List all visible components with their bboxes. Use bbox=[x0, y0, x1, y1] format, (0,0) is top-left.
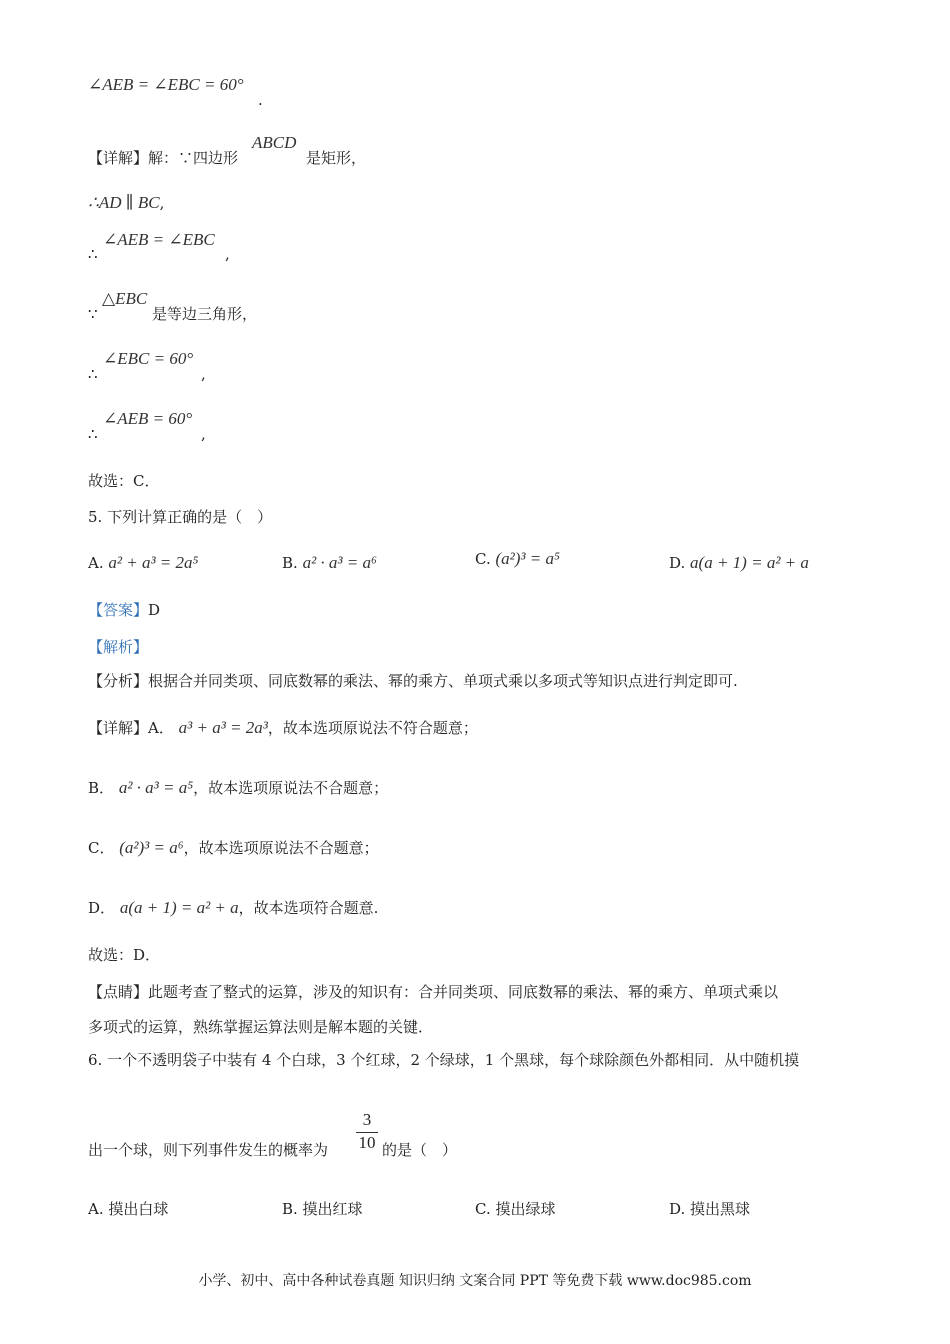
math-expr: (a²)³ = a⁶ bbox=[119, 838, 184, 857]
comment-line-2: 多项式的运算，熟练掌握运算法则是解本题的关键． bbox=[88, 1018, 434, 1036]
equilateral-text: 是等边三角形， bbox=[152, 305, 258, 323]
fraction-denominator: 10 bbox=[358, 1133, 376, 1152]
math-expr: a(a + 1) = a² + a bbox=[690, 553, 809, 572]
therefore-symbol: ∴ bbox=[88, 245, 98, 263]
comma: , bbox=[201, 425, 206, 443]
detail-verdict: ，故本选项原说法不符合题意； bbox=[267, 719, 478, 737]
math-expr: a² · a³ = a⁵ bbox=[118, 778, 194, 797]
math-expr: ABCD bbox=[252, 133, 297, 152]
option-label: A. bbox=[88, 554, 104, 572]
detail-line bbox=[88, 148, 238, 168]
angle-equation-line bbox=[88, 75, 244, 95]
option-c: C. 摸出绿球 bbox=[475, 1200, 556, 1218]
math-expr: a² + a³ = 2a⁵ bbox=[108, 553, 199, 572]
parallel-line bbox=[88, 193, 164, 213]
math-expr: a² · a³ = a⁶ bbox=[302, 553, 377, 572]
comma: , bbox=[201, 365, 206, 383]
detail-verdict: ，故本选项原说法不合题意； bbox=[183, 839, 379, 857]
option-d bbox=[669, 553, 809, 573]
option-b bbox=[282, 553, 377, 573]
math-expr: (a²)³ = a⁵ bbox=[495, 549, 560, 568]
question-5-title: 5. 下列计算正确的是（ ） bbox=[88, 508, 273, 526]
math-expr: ∴AD ∥ BC bbox=[88, 193, 160, 212]
option-label: D． bbox=[88, 899, 116, 917]
answer-tag: 【答案】 bbox=[88, 601, 149, 619]
math-expr: ∠AEB = ∠EBC = 60° bbox=[88, 75, 244, 94]
detail-tail: 是矩形， bbox=[306, 149, 367, 167]
answer-value: D bbox=[148, 601, 161, 619]
question-6-title: 6. 一个不透明袋子中装有 4 个白球，3 个红球，2 个绿球，1 个黑球，每个球除颜色外都相同．从中随机摸 bbox=[88, 1051, 800, 1069]
option-label: B． bbox=[88, 779, 115, 797]
therefore-symbol: ∴ bbox=[88, 365, 98, 383]
option-label: C. bbox=[475, 550, 491, 568]
analysis-text: 【分析】根据合并同类项、同底数幂的乘法、幂的乘方、单项式乘以多项式等知识点进行判定即可. bbox=[88, 672, 738, 690]
choice-conclusion: 故选：C． bbox=[88, 472, 160, 490]
math-expr: a³ + a³ = 2a³ bbox=[178, 718, 268, 737]
option-a bbox=[88, 553, 198, 573]
option-c bbox=[475, 549, 560, 569]
option-a: A. 摸出白球 bbox=[88, 1200, 169, 1218]
page-footer: 小学、初中、高中各种试卷真题 知识归纳 文案合同 PPT 等免费下载 www.doc985.com bbox=[198, 1273, 752, 1289]
comment-line-1: 【点睛】此题考查了整式的运算，涉及的知识有：合并同类项、同底数幂的乘法、幂的乘方、单项式乘以 bbox=[88, 983, 779, 1001]
math-expr: ∠AEB = ∠EBC bbox=[103, 230, 215, 249]
option-label: D. bbox=[669, 554, 686, 572]
question-6-title-end: 的是（ ） bbox=[382, 1141, 458, 1159]
detail-b-line bbox=[88, 778, 388, 798]
answer-line bbox=[88, 600, 160, 620]
detail-d-line bbox=[88, 898, 378, 918]
detail-a-line bbox=[88, 718, 478, 738]
comma: , bbox=[159, 194, 165, 212]
option-label: C． bbox=[88, 839, 115, 857]
math-expr: a(a + 1) = a² + a bbox=[119, 898, 239, 917]
option-d: D. 摸出黑球 bbox=[669, 1200, 751, 1218]
therefore-symbol: ∴ bbox=[88, 425, 98, 443]
because-symbol: ∵ bbox=[88, 305, 98, 323]
math-expr: ∠AEB = 60° bbox=[103, 409, 193, 428]
detail-c-line bbox=[88, 838, 379, 858]
fraction bbox=[352, 1110, 382, 1153]
math-expr: △EBC bbox=[102, 289, 148, 308]
question-6-title-cont: 出一个球，则下列事件发生的概率为 bbox=[88, 1141, 329, 1159]
period-mark: . bbox=[258, 91, 263, 109]
detail-tag: 【详解】A． bbox=[88, 719, 174, 737]
math-expr: ∠EBC = 60° bbox=[103, 349, 194, 368]
detail-tag: 【详解】 bbox=[88, 149, 149, 167]
detail-verdict: ，故本选项原说法不合题意； bbox=[193, 779, 389, 797]
analysis-tag: 【解析】 bbox=[88, 638, 149, 656]
comma: , bbox=[225, 245, 230, 263]
detail-text: 解：∵四边形 bbox=[148, 149, 239, 167]
fraction-numerator: 3 bbox=[362, 1110, 372, 1129]
option-b: B. 摸出红球 bbox=[282, 1200, 363, 1218]
choice-conclusion: 故选：D． bbox=[88, 946, 161, 964]
detail-verdict: ，故本选项符合题意. bbox=[238, 899, 379, 917]
option-label: B. bbox=[282, 554, 298, 572]
